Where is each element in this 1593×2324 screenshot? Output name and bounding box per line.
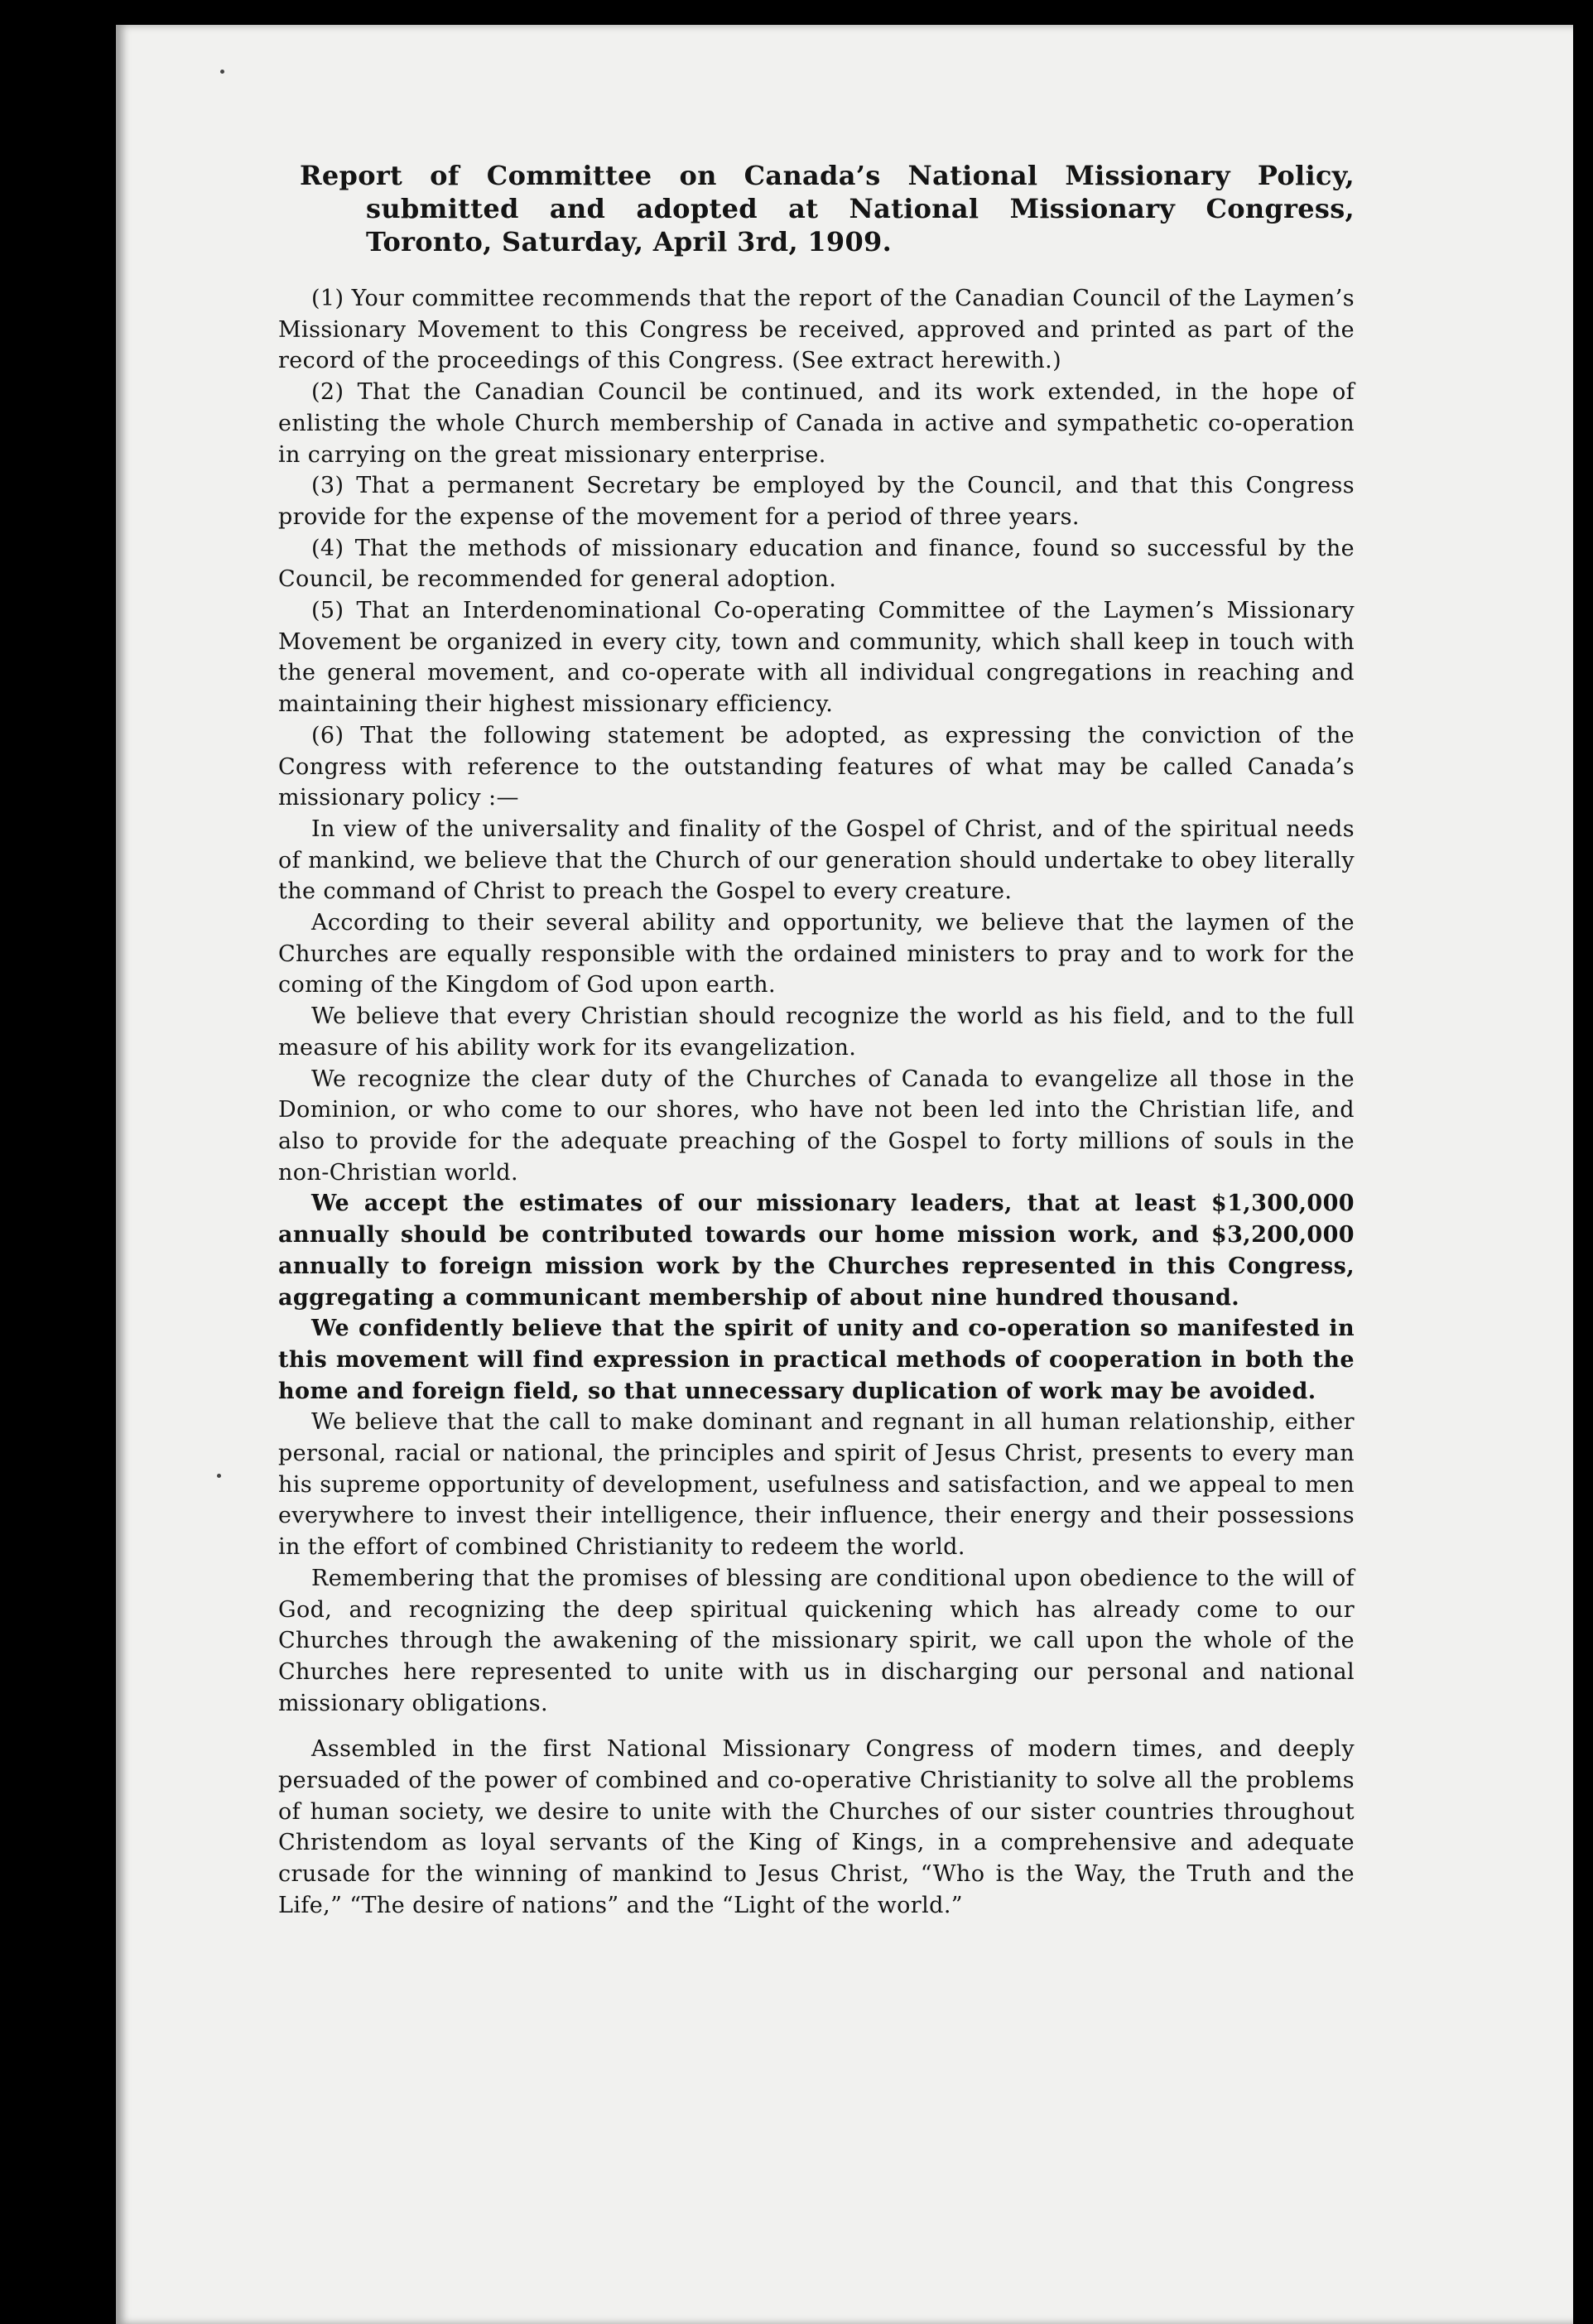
paragraph-12: We confidently believe that the spirit of unity and co-operation so manifested in this movement will find expression in practical methods of cooperation in both the home and foreign field, so that unnecessary duplication of work may be avoided. bbox=[278, 1316, 1355, 1404]
paragraph-14: Remembering that the promises of blessing are conditional upon obedience to the will of God, and recognizing the deep spiritual quickening which has already come to our Churches through the awakening of the missionary spirit, we call upon the whole of the Churches here represented to unite with us in discharging our personal and national missionary obligations. bbox=[278, 1565, 1355, 1716]
report-title: Report of Committee on Canada’s National Missionary Policy, submitted and adopted at National Missionary Congress, Toronto, Saturday, April 3rd, 1909. bbox=[300, 160, 1355, 257]
paragraph-8: According to their several ability and opportunity, we believe that the laymen of the Churches are equally responsible with the ordained ministers to pray and to work for the coming of the Kingdom of God upon earth. bbox=[278, 910, 1355, 998]
paragraph-9: We believe that every Christian should recognize the world as his field, and to the full measure of his ability work for its evangelization. bbox=[278, 1003, 1355, 1061]
paragraph-7: In view of the universality and finality of the Gospel of Christ, and of the spiritual needs of mankind, we believe that the Church of our generation should undertake to obey literally the command of Christ to preach the Gospel to every creature. bbox=[278, 816, 1355, 905]
paragraph-3: (3) That a permanent Secretary be employed by the Council, and that this Congress provide for the expense of the movement for a period of three years. bbox=[278, 473, 1355, 530]
paragraph-11: We accept the estimates of our missionary leaders, that at least $1,300,000 annually should be contributed towards our home mission work, and $3,200,000 annually to foreign mission work by the Churches represented in this Congress, aggregating a communicant membership of about nine hundred thousand. bbox=[278, 1191, 1355, 1311]
paragraph-4: (4) That the methods of missionary education and finance, found so successful by the Council, be recommended for general adoption. bbox=[278, 535, 1355, 593]
scanned-page bbox=[116, 25, 1573, 2324]
paragraph-5: (5) That an Interdenominational Co-operating Committee of the Laymen’s Missionary Movement be organized in every city, town and community, which shall keep in touch with the general movement, and co-operate with all individual congregations in reaching and maintaining their highest missionary efficiency. bbox=[278, 598, 1355, 718]
speck-mark bbox=[220, 70, 224, 74]
speck-mark bbox=[217, 1474, 221, 1478]
paragraph-13: We believe that the call to make dominant and regnant in all human relationship, either personal, racial or national, the principles and spirit of Jesus Christ, presents to every man his supreme opportunity of development, usefulness and satisfaction, and we appeal to men everywhere to invest their intelligence, their influence, their energy and their possessions in the effort of combined Christianity to redeem the world. bbox=[278, 1409, 1355, 1561]
paragraph-2: (2) That the Canadian Council be continued, and its work extended, in the hope of enlisting the whole Church membership of Canada in active and sympathetic co-operation in carrying on the great missionary enterprise. bbox=[278, 379, 1355, 468]
document-body bbox=[278, 132, 1355, 1922]
paragraph-6: (6) That the following statement be adopted, as expressing the conviction of the Congress with reference to the outstanding features of what may be called Canada’s missionary policy :— bbox=[278, 722, 1355, 811]
paragraph-1: (1) Your committee recommends that the report of the Canadian Council of the Laymen’s Missionary Movement to this Congress be received, approved and printed as part of the record of the proceedings of this Congress. (See extract herewith.) bbox=[278, 286, 1355, 374]
paragraph-10: We recognize the clear duty of the Churches of Canada to evangelize all those in the Dominion, or who come to our shores, who have not been led into the Christian life, and also to provide for the adequate preaching of the Gospel to forty millions of souls in the non-Christian world. bbox=[278, 1066, 1355, 1186]
paragraph-15: Assembled in the first National Missionary Congress of modern times, and deeply persuaded of the power of combined and co-operative Christianity to solve all the problems of human society, we desire to unite with the Churches of our sister countries throughout Christendom as loyal servants of the King of Kings, in a comprehensive and adequate crusade for the winning of mankind to Jesus Christ, “Who is the Way, the Truth and the Life,” “The desire of nations” and the “Light of the world.” bbox=[278, 1736, 1355, 1918]
